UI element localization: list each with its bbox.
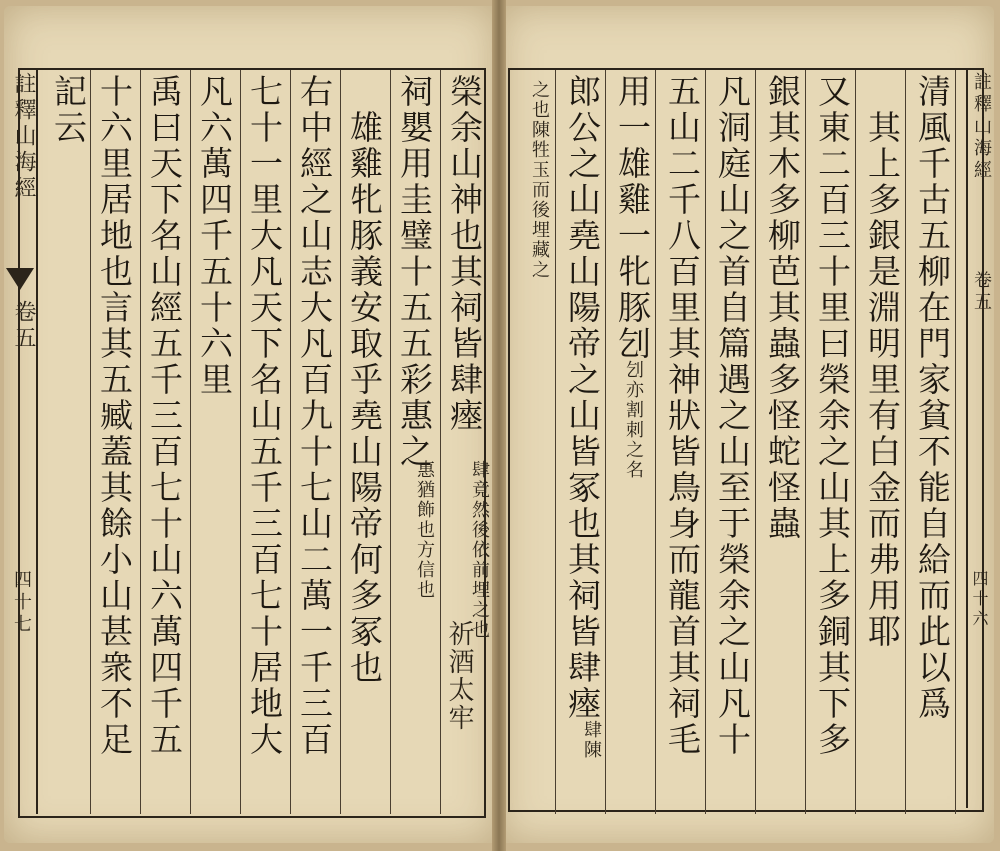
column-rule [240,70,241,814]
annotation-note: 之也陳牲玉而後埋藏之 [529,80,550,280]
annotation-note: 肆陳 [581,720,602,760]
text-column: 右中經之山志大凡百九十七山二萬一千三百 [295,74,334,758]
text-column: 銀其木多柳芭其蟲多怪蛇怪蟲 [763,74,802,542]
text-column: 郎公之山堯山陽帝之山皆冢也其祠皆肆瘞 [563,74,602,722]
text-column: 清風千古五柳在門家貧不能自給而此以爲 [913,74,952,722]
column-rule [805,70,806,814]
column-rule [655,70,656,814]
text-column: 其上多銀是淵明里有白金而弗用耶 [863,110,902,650]
margin-folio: 四十七 [11,570,32,636]
text-column: 榮余山神也其祠皆肆瘞 [445,74,484,434]
column-rule [555,70,556,814]
text-column: 凡洞庭山之首自篇遇之山至于榮余之山凡十 [713,74,752,758]
text-column: 又東二百三十里曰榮余之山其上多銅其下多 [813,74,852,758]
margin-title: 註釋山海經 [11,72,36,202]
margin-volume: 卷五 [11,300,36,352]
text-column: 凡六萬四千五十六里 [195,74,234,398]
column-rule [90,70,91,814]
text-column: 祠嬰用圭璧十五五彩惠之 [395,74,434,470]
annotation-note: 惠猶飾也方信也 [414,460,435,600]
column-rule [905,70,906,814]
column-rule [140,70,141,814]
column-rule [190,70,191,814]
column-rule [290,70,291,814]
column-rule [605,70,606,814]
column-rule [440,70,441,814]
column-rule [855,70,856,814]
column-rule [705,70,706,814]
text-column: 十六里居地也言其五臧蓋其餘小山甚衆不足 [95,74,134,758]
margin-title: 註釋山海經 [971,72,992,182]
text-column: 記云 [49,74,88,146]
annotation-note: 刉亦割刺之名 [623,360,644,480]
column-rule [755,70,756,814]
annotation-note: 肆竟然後依前埋之也 [469,460,490,640]
column-rule [955,70,956,814]
margin-folio: 四十六 [970,570,989,630]
text-column: 雄雞牝豚義安取乎堯山陽帝何多冢也 [345,110,384,686]
column-rule [340,70,341,814]
text-column: 五山二千八百里其神狀皆鳥身而龍首其祠毛 [663,74,702,758]
book-gutter [492,0,506,851]
text-column: 七十一里大凡天下名山五千三百七十居地大 [245,74,284,758]
annotation-note: 祈酒太牢 [444,620,474,732]
column-rule [390,70,391,814]
margin-volume: 卷五 [971,270,992,314]
text-column: 禹曰天下名山經五千三百七十山六萬四千五 [145,74,184,758]
text-column: 用一雄雞一牝豚刉 [613,74,652,362]
